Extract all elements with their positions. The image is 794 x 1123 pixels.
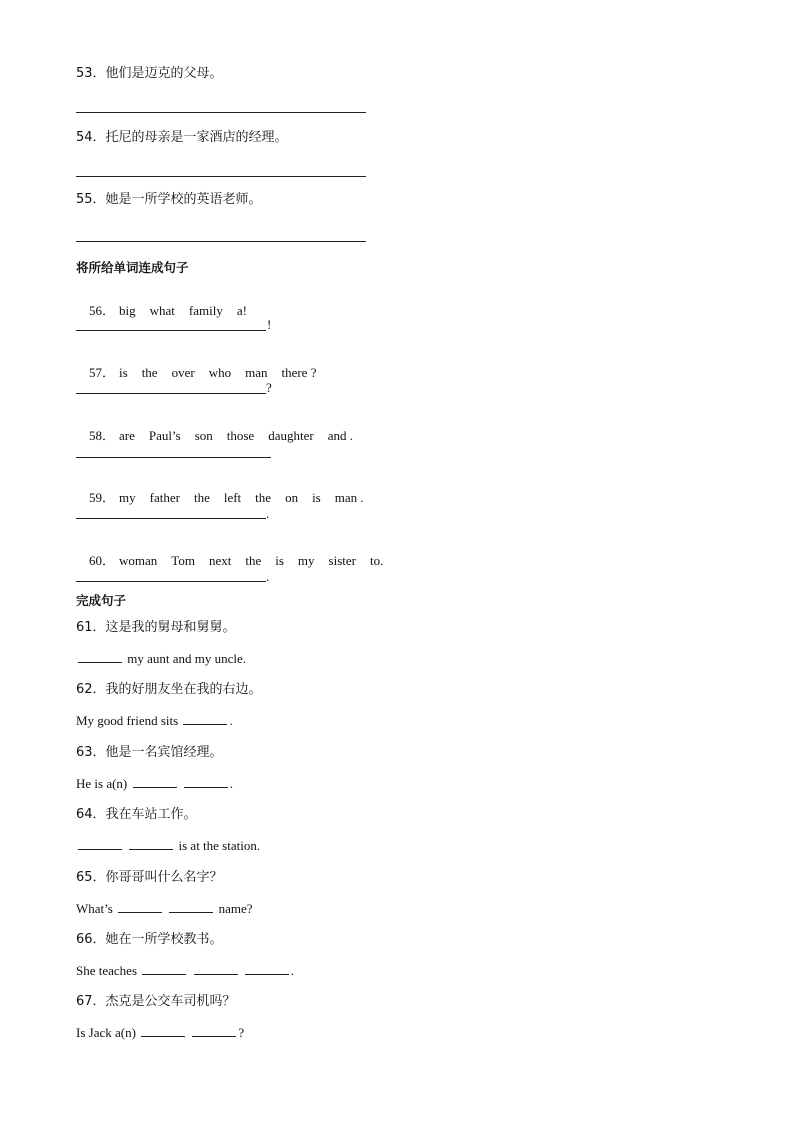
blank[interactable] — [118, 901, 162, 913]
word: woman — [119, 553, 158, 568]
blank[interactable] — [192, 1025, 236, 1037]
word: father — [149, 490, 180, 505]
answer-row-67 — [76, 1025, 244, 1041]
question-55: 55．她是一所学校的英语老师。 — [76, 192, 262, 207]
sentence-text: . — [290, 963, 295, 978]
word: big — [119, 303, 136, 318]
blank[interactable] — [78, 838, 122, 850]
question-54: 54．托尼的母亲是一家酒店的经理。 — [76, 130, 288, 145]
answer-row-61 — [76, 651, 246, 667]
answer-tail-57: ? — [266, 380, 272, 395]
blank[interactable] — [78, 651, 122, 663]
answer-line-58[interactable] — [76, 457, 271, 458]
word: my — [297, 553, 315, 568]
answer-line-55[interactable] — [76, 241, 366, 242]
question-62: 62．我的好朋友坐在我的右边。 — [76, 682, 262, 697]
word: a! — [236, 303, 247, 318]
question-number: 58． — [89, 428, 116, 443]
answer-line-60[interactable] — [76, 581, 266, 582]
answer-line-54[interactable] — [76, 176, 366, 177]
blank[interactable] — [142, 963, 186, 975]
sentence-text: Is Jack a(n) — [76, 1025, 136, 1040]
word: what — [149, 303, 175, 318]
word: is — [312, 490, 321, 505]
question-number: 57． — [89, 365, 116, 380]
question-64: 64．我在车站工作。 — [76, 807, 197, 822]
word: next — [208, 553, 232, 568]
answer-row-65 — [76, 901, 253, 917]
word: and . — [327, 428, 353, 443]
answer-line-53[interactable] — [76, 112, 366, 113]
blank[interactable] — [194, 963, 238, 975]
question-58 — [76, 412, 367, 460]
question-65: 65．你哥哥叫什么名字？ — [76, 870, 223, 885]
sentence-text: He is a(n) — [76, 776, 128, 791]
word: are — [119, 428, 135, 443]
word: those — [226, 428, 255, 443]
sentence-text: is at the station. — [178, 838, 261, 853]
question-59 — [76, 474, 378, 522]
word: son — [194, 428, 213, 443]
sentence-text: She teaches — [76, 963, 138, 978]
word: the — [141, 365, 158, 380]
question-57 — [76, 349, 330, 397]
word: family — [188, 303, 223, 318]
word: man — [245, 365, 268, 380]
blank[interactable] — [169, 901, 213, 913]
question-61: 61．这是我的舅母和舅舅。 — [76, 620, 236, 635]
sentence-text: . — [229, 776, 234, 791]
question-60 — [76, 537, 397, 585]
question-number: 56． — [89, 303, 116, 318]
blank[interactable] — [129, 838, 173, 850]
section-heading-order-words: 将所给单词连成句子 — [76, 260, 189, 275]
question-66: 66．她在一所学校教书。 — [76, 932, 223, 947]
word: daughter — [268, 428, 314, 443]
word: who — [208, 365, 232, 380]
answer-tail-56: ! — [267, 317, 272, 332]
question-67: 67．杰克是公交车司机吗？ — [76, 994, 236, 1009]
word: the — [245, 553, 262, 568]
word: there ? — [281, 365, 317, 380]
blank[interactable] — [133, 776, 177, 788]
sentence-text: What’s — [76, 901, 113, 916]
sentence-text: ? — [238, 1025, 245, 1040]
word: over — [171, 365, 195, 380]
answer-line-59[interactable] — [76, 518, 266, 519]
blank[interactable] — [141, 1025, 185, 1037]
answer-tail-59: . — [266, 506, 270, 521]
blank[interactable] — [183, 713, 227, 725]
question-63: 63．他是一名宾馆经理。 — [76, 745, 223, 760]
word: sister — [328, 553, 356, 568]
answer-row-64 — [76, 838, 260, 854]
word: man . — [334, 490, 364, 505]
word: the — [193, 490, 210, 505]
question-number: 60． — [89, 553, 116, 568]
answer-row-63 — [76, 776, 233, 792]
sentence-text: name? — [218, 901, 253, 916]
word: left — [223, 490, 242, 505]
word: my — [119, 490, 136, 505]
sentence-text: my aunt and my uncle. — [127, 651, 247, 666]
blank[interactable] — [245, 963, 289, 975]
answer-row-66 — [76, 963, 294, 979]
word: on — [285, 490, 299, 505]
question-53: 53．他们是迈克的父母。 — [76, 66, 223, 81]
question-56 — [76, 287, 261, 335]
answer-tail-60: . — [266, 569, 270, 584]
blank[interactable] — [184, 776, 228, 788]
sentence-text: My good friend sits — [76, 713, 179, 728]
word: Tom — [171, 553, 195, 568]
word: the — [255, 490, 272, 505]
word: Paul’s — [148, 428, 181, 443]
section-heading-complete-sentences: 完成句子 — [76, 593, 127, 608]
question-number: 59． — [89, 490, 116, 505]
word: is — [119, 365, 128, 380]
answer-line-57[interactable] — [76, 393, 266, 394]
sentence-text: . — [229, 713, 233, 728]
word: to. — [369, 553, 384, 568]
word: is — [275, 553, 284, 568]
answer-line-56[interactable] — [76, 330, 266, 331]
answer-row-62 — [76, 713, 233, 729]
